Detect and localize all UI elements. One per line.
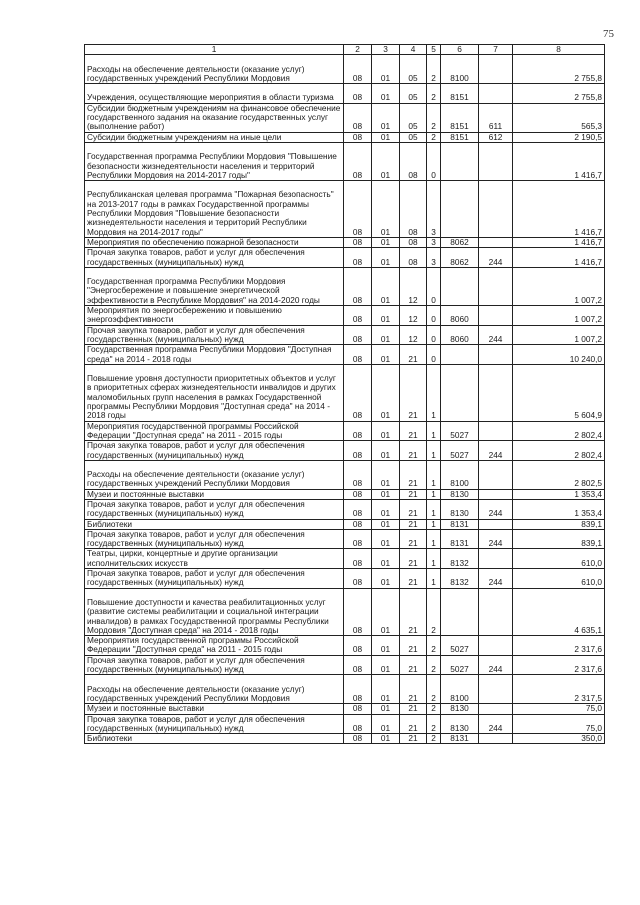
table-row	[85, 675, 605, 704]
row-name-cell: Государственная программа Республики Мордовия "Доступная среда" на 2014 - 2018 годы	[85, 345, 344, 365]
subprogram-code-cell: 0	[427, 267, 441, 305]
table-row	[85, 55, 605, 84]
table-row	[85, 237, 605, 247]
table-row	[85, 704, 605, 714]
direction-code-cell: 8100	[441, 675, 479, 704]
subsection-code-cell: 01	[372, 588, 400, 636]
subsection-code-cell: 01	[372, 103, 400, 132]
table-row	[85, 325, 605, 345]
amount-cell: 2 802,5	[513, 460, 605, 489]
section-code-cell: 08	[344, 588, 372, 636]
row-name-cell: Субсидии бюджетным учреждениям на финансовое обеспечение государственного задания на оказание государственных услуг (выполнение работ)	[85, 103, 344, 132]
header-cell: 3	[372, 45, 400, 55]
subsection-code-cell: 01	[372, 569, 400, 589]
expense-type-cell	[479, 460, 513, 489]
amount-cell: 1 353,4	[513, 489, 605, 499]
row-name-cell: Расходы на обеспечение деятельности (оказание услуг) государственных учреждений Республики Мордовия	[85, 55, 344, 84]
subsection-code-cell: 01	[372, 325, 400, 345]
subprogram-code-cell: 1	[427, 549, 441, 569]
page-number: 75	[603, 28, 614, 40]
amount-cell: 1 416,7	[513, 181, 605, 238]
subprogram-code-cell: 2	[427, 675, 441, 704]
expense-type-cell: 244	[479, 714, 513, 734]
direction-code-cell: 5027	[441, 421, 479, 441]
section-code-cell: 08	[344, 421, 372, 441]
section-code-cell: 08	[344, 267, 372, 305]
program-code-cell: 21	[400, 714, 427, 734]
section-code-cell: 08	[344, 704, 372, 714]
expense-type-cell: 611	[479, 103, 513, 132]
expense-type-cell	[479, 364, 513, 421]
subprogram-code-cell: 1	[427, 364, 441, 421]
amount-cell: 2 802,4	[513, 441, 605, 461]
direction-code-cell: 8132	[441, 569, 479, 589]
expense-type-cell	[479, 55, 513, 84]
program-code-cell: 12	[400, 325, 427, 345]
row-name-cell: Расходы на обеспечение деятельности (оказание услуг) государственных учреждений Республики Мордовия	[85, 460, 344, 489]
expense-type-cell: 244	[479, 569, 513, 589]
table-row	[85, 421, 605, 441]
subprogram-code-cell: 2	[427, 588, 441, 636]
subprogram-code-cell: 2	[427, 704, 441, 714]
subsection-code-cell: 01	[372, 549, 400, 569]
header-cell: 4	[400, 45, 427, 55]
table-row	[85, 364, 605, 421]
program-code-cell: 21	[400, 345, 427, 365]
subsection-code-cell: 01	[372, 655, 400, 675]
expense-type-cell: 244	[479, 655, 513, 675]
table-row	[85, 549, 605, 569]
amount-cell: 75,0	[513, 704, 605, 714]
direction-code-cell: 8151	[441, 132, 479, 142]
amount-cell: 1 007,2	[513, 325, 605, 345]
subsection-code-cell: 01	[372, 248, 400, 268]
direction-code-cell: 8062	[441, 237, 479, 247]
table-row	[85, 306, 605, 326]
table-row	[85, 588, 605, 636]
expense-type-cell	[479, 675, 513, 704]
subprogram-code-cell: 3	[427, 237, 441, 247]
amount-cell: 2 755,8	[513, 55, 605, 84]
header-cell: 6	[441, 45, 479, 55]
section-code-cell: 08	[344, 569, 372, 589]
direction-code-cell: 8132	[441, 549, 479, 569]
subprogram-code-cell: 2	[427, 103, 441, 132]
program-code-cell: 21	[400, 569, 427, 589]
amount-cell: 2 802,4	[513, 421, 605, 441]
program-code-cell: 08	[400, 181, 427, 238]
table-row	[85, 489, 605, 499]
header-cell: 1	[85, 45, 344, 55]
row-name-cell: Расходы на обеспечение деятельности (оказание услуг) государственных учреждений Республики Мордовия	[85, 675, 344, 704]
row-name-cell: Прочая закупка товаров, работ и услуг для обеспечения государственных (муниципальных) нужд	[85, 529, 344, 549]
amount-cell: 4 635,1	[513, 588, 605, 636]
subprogram-code-cell: 1	[427, 519, 441, 529]
amount-cell: 1 353,4	[513, 499, 605, 519]
subsection-code-cell: 01	[372, 704, 400, 714]
table-row	[85, 734, 605, 744]
subsection-code-cell: 01	[372, 499, 400, 519]
section-code-cell: 08	[344, 519, 372, 529]
direction-code-cell: 8062	[441, 248, 479, 268]
subprogram-code-cell: 2	[427, 84, 441, 104]
table-row	[85, 529, 605, 549]
expense-type-cell: 244	[479, 529, 513, 549]
row-name-cell: Театры, цирки, концертные и другие организации исполнительских искусств	[85, 549, 344, 569]
amount-cell: 1 007,2	[513, 267, 605, 305]
section-code-cell: 08	[344, 549, 372, 569]
program-code-cell: 08	[400, 142, 427, 180]
expense-type-cell	[479, 489, 513, 499]
subprogram-code-cell: 1	[427, 441, 441, 461]
subprogram-code-cell: 2	[427, 655, 441, 675]
row-name-cell: Субсидии бюджетным учреждениям на иные цели	[85, 132, 344, 142]
row-name-cell: Библиотеки	[85, 734, 344, 744]
row-name-cell: Государственная программа Республики Мордовия "Повышение безопасности жизнедеятельности населения и территорий Республики Мордовия на 2014-2017 годы"	[85, 142, 344, 180]
section-code-cell: 08	[344, 103, 372, 132]
subsection-code-cell: 01	[372, 529, 400, 549]
program-code-cell: 21	[400, 460, 427, 489]
direction-code-cell: 8151	[441, 103, 479, 132]
header-cell: 2	[344, 45, 372, 55]
table-row	[85, 655, 605, 675]
expense-type-cell	[479, 142, 513, 180]
section-code-cell: 08	[344, 489, 372, 499]
program-code-cell: 21	[400, 499, 427, 519]
direction-code-cell: 8130	[441, 499, 479, 519]
table-body	[85, 55, 605, 744]
subprogram-code-cell: 0	[427, 345, 441, 365]
subprogram-code-cell: 2	[427, 636, 441, 656]
header-row	[85, 45, 605, 55]
table-row	[85, 84, 605, 104]
subprogram-code-cell: 1	[427, 489, 441, 499]
amount-cell: 1 416,7	[513, 142, 605, 180]
direction-code-cell	[441, 588, 479, 636]
header-cell: 8	[513, 45, 605, 55]
section-code-cell: 08	[344, 499, 372, 519]
amount-cell: 1 007,2	[513, 306, 605, 326]
section-code-cell: 08	[344, 364, 372, 421]
section-code-cell: 08	[344, 181, 372, 238]
amount-cell: 5 604,9	[513, 364, 605, 421]
table-row	[85, 569, 605, 589]
subsection-code-cell: 01	[372, 237, 400, 247]
table-row	[85, 267, 605, 305]
section-code-cell: 08	[344, 84, 372, 104]
subprogram-code-cell: 1	[427, 421, 441, 441]
table-row	[85, 519, 605, 529]
subsection-code-cell: 01	[372, 181, 400, 238]
subprogram-code-cell: 0	[427, 306, 441, 326]
subprogram-code-cell: 2	[427, 132, 441, 142]
row-name-cell: Мероприятия по обеспечению пожарной безопасности	[85, 237, 344, 247]
direction-code-cell: 8130	[441, 714, 479, 734]
section-code-cell: 08	[344, 237, 372, 247]
program-code-cell: 21	[400, 549, 427, 569]
direction-code-cell: 8060	[441, 306, 479, 326]
expense-type-cell: 244	[479, 325, 513, 345]
amount-cell: 2 317,6	[513, 655, 605, 675]
direction-code-cell	[441, 181, 479, 238]
subsection-code-cell: 01	[372, 675, 400, 704]
table-row	[85, 499, 605, 519]
expense-type-cell	[479, 267, 513, 305]
subprogram-code-cell: 2	[427, 734, 441, 744]
row-name-cell: Республиканская целевая программа "Пожарная безопасность" на 2013-2017 годы в рамках Государственной программы Республики Мордовия "Повышение безопасности жизнедеятельности населения и территорий Республики Мордовия на 2014-2017 годы"	[85, 181, 344, 238]
row-name-cell: Мероприятия государственной программы Российской Федерации "Доступная среда" на 2011 - 2015 годы	[85, 421, 344, 441]
subprogram-code-cell: 1	[427, 499, 441, 519]
program-code-cell: 12	[400, 306, 427, 326]
row-name-cell: Прочая закупка товаров, работ и услуг для обеспечения государственных (муниципальных) нужд	[85, 248, 344, 268]
direction-code-cell: 8131	[441, 529, 479, 549]
subprogram-code-cell: 2	[427, 714, 441, 734]
expense-type-cell: 612	[479, 132, 513, 142]
section-code-cell: 08	[344, 460, 372, 489]
table-row	[85, 132, 605, 142]
direction-code-cell	[441, 364, 479, 421]
section-code-cell: 08	[344, 306, 372, 326]
section-code-cell: 08	[344, 734, 372, 744]
subprogram-code-cell: 0	[427, 142, 441, 180]
row-name-cell: Учреждения, осуществляющие мероприятия в области туризма	[85, 84, 344, 104]
direction-code-cell: 8100	[441, 460, 479, 489]
subsection-code-cell: 01	[372, 734, 400, 744]
program-code-cell: 21	[400, 588, 427, 636]
program-code-cell: 05	[400, 103, 427, 132]
program-code-cell: 21	[400, 441, 427, 461]
header-cell: 7	[479, 45, 513, 55]
expense-type-cell	[479, 306, 513, 326]
direction-code-cell	[441, 142, 479, 180]
section-code-cell: 08	[344, 345, 372, 365]
section-code-cell: 08	[344, 55, 372, 84]
program-code-cell: 21	[400, 675, 427, 704]
direction-code-cell: 5027	[441, 655, 479, 675]
row-name-cell: Прочая закупка товаров, работ и услуг для обеспечения государственных (муниципальных) нужд	[85, 714, 344, 734]
subprogram-code-cell: 1	[427, 569, 441, 589]
section-code-cell: 08	[344, 714, 372, 734]
subsection-code-cell: 01	[372, 84, 400, 104]
subsection-code-cell: 01	[372, 636, 400, 656]
amount-cell: 2 317,5	[513, 675, 605, 704]
subsection-code-cell: 01	[372, 306, 400, 326]
amount-cell: 610,0	[513, 549, 605, 569]
header-cell: 5	[427, 45, 441, 55]
subprogram-code-cell: 2	[427, 55, 441, 84]
direction-code-cell: 8151	[441, 84, 479, 104]
program-code-cell: 21	[400, 519, 427, 529]
program-code-cell: 21	[400, 704, 427, 714]
section-code-cell: 08	[344, 248, 372, 268]
amount-cell: 565,3	[513, 103, 605, 132]
subsection-code-cell: 01	[372, 142, 400, 180]
table-row	[85, 142, 605, 180]
amount-cell: 839,1	[513, 529, 605, 549]
table-row	[85, 636, 605, 656]
section-code-cell: 08	[344, 441, 372, 461]
row-name-cell: Повышение доступности и качества реабилитационных услуг (развитие системы реабилитации и социальной интеграции инвалидов) в рамках Государственной программы Республики Мордовия "Доступная среда" на 2014 - 2018 годы	[85, 588, 344, 636]
row-name-cell: Прочая закупка товаров, работ и услуг для обеспечения государственных (муниципальных) нужд	[85, 569, 344, 589]
row-name-cell: Музеи и постоянные выставки	[85, 704, 344, 714]
program-code-cell: 21	[400, 364, 427, 421]
expense-type-cell: 244	[479, 441, 513, 461]
expense-type-cell	[479, 636, 513, 656]
expense-type-cell	[479, 734, 513, 744]
program-code-cell: 05	[400, 55, 427, 84]
direction-code-cell: 5027	[441, 441, 479, 461]
budget-table	[84, 44, 605, 744]
subsection-code-cell: 01	[372, 489, 400, 499]
program-code-cell: 08	[400, 237, 427, 247]
program-code-cell: 08	[400, 248, 427, 268]
amount-cell: 2 755,8	[513, 84, 605, 104]
expense-type-cell	[479, 519, 513, 529]
direction-code-cell: 5027	[441, 636, 479, 656]
subprogram-code-cell: 3	[427, 181, 441, 238]
subprogram-code-cell: 1	[427, 460, 441, 489]
direction-code-cell: 8100	[441, 55, 479, 84]
program-code-cell: 21	[400, 655, 427, 675]
section-code-cell: 08	[344, 142, 372, 180]
direction-code-cell: 8130	[441, 704, 479, 714]
amount-cell: 75,0	[513, 714, 605, 734]
expense-type-cell: 244	[479, 248, 513, 268]
program-code-cell: 05	[400, 84, 427, 104]
amount-cell: 839,1	[513, 519, 605, 529]
subsection-code-cell: 01	[372, 519, 400, 529]
table-row	[85, 248, 605, 268]
row-name-cell: Прочая закупка товаров, работ и услуг для обеспечения государственных (муниципальных) нужд	[85, 441, 344, 461]
amount-cell: 10 240,0	[513, 345, 605, 365]
amount-cell: 1 416,7	[513, 248, 605, 268]
amount-cell: 2 190,5	[513, 132, 605, 142]
subsection-code-cell: 01	[372, 441, 400, 461]
amount-cell: 610,0	[513, 569, 605, 589]
section-code-cell: 08	[344, 636, 372, 656]
expense-type-cell: 244	[479, 499, 513, 519]
table-row	[85, 441, 605, 461]
expense-type-cell	[479, 237, 513, 247]
direction-code-cell: 8131	[441, 519, 479, 529]
row-name-cell: Мероприятия государственной программы Российской Федерации "Доступная среда" на 2011 - 2015 годы	[85, 636, 344, 656]
table-row	[85, 103, 605, 132]
row-name-cell: Мероприятия по энергосбережению и повышению энергоэффективности	[85, 306, 344, 326]
section-code-cell: 08	[344, 132, 372, 142]
direction-code-cell: 8131	[441, 734, 479, 744]
direction-code-cell: 8130	[441, 489, 479, 499]
subsection-code-cell: 01	[372, 345, 400, 365]
section-code-cell: 08	[344, 655, 372, 675]
amount-cell: 350,0	[513, 734, 605, 744]
expense-type-cell	[479, 84, 513, 104]
expense-type-cell	[479, 704, 513, 714]
program-code-cell: 21	[400, 421, 427, 441]
subsection-code-cell: 01	[372, 714, 400, 734]
program-code-cell: 05	[400, 132, 427, 142]
row-name-cell: Прочая закупка товаров, работ и услуг для обеспечения государственных (муниципальных) нужд	[85, 499, 344, 519]
subprogram-code-cell: 1	[427, 529, 441, 549]
expense-type-cell	[479, 421, 513, 441]
subsection-code-cell: 01	[372, 132, 400, 142]
expense-type-cell	[479, 345, 513, 365]
subsection-code-cell: 01	[372, 460, 400, 489]
subsection-code-cell: 01	[372, 364, 400, 421]
expense-type-cell	[479, 549, 513, 569]
row-name-cell: Музеи и постоянные выставки	[85, 489, 344, 499]
direction-code-cell: 8060	[441, 325, 479, 345]
program-code-cell: 21	[400, 734, 427, 744]
program-code-cell: 21	[400, 529, 427, 549]
row-name-cell: Повышение уровня доступности приоритетных объектов и услуг в приоритетных сферах жизнедеятельности инвалидов и других маломобильных групп населения в рамках Государственной программы Республики Мордовия "Доступная среда" на 2014 - 2018 годы	[85, 364, 344, 421]
section-code-cell: 08	[344, 325, 372, 345]
table-row	[85, 345, 605, 365]
table-row	[85, 460, 605, 489]
row-name-cell: Государственная программа Республики Мордовия "Энергосбережение и повышение энергетической эффективности в Республике Мордовия" на 2014-2020 годы	[85, 267, 344, 305]
program-code-cell: 21	[400, 636, 427, 656]
amount-cell: 1 416,7	[513, 237, 605, 247]
table-row	[85, 714, 605, 734]
program-code-cell: 12	[400, 267, 427, 305]
subsection-code-cell: 01	[372, 55, 400, 84]
section-code-cell: 08	[344, 529, 372, 549]
expense-type-cell	[479, 588, 513, 636]
row-name-cell: Библиотеки	[85, 519, 344, 529]
direction-code-cell	[441, 345, 479, 365]
section-code-cell: 08	[344, 675, 372, 704]
subsection-code-cell: 01	[372, 267, 400, 305]
table-row	[85, 181, 605, 238]
subprogram-code-cell: 3	[427, 248, 441, 268]
amount-cell: 2 317,6	[513, 636, 605, 656]
expense-type-cell	[479, 181, 513, 238]
row-name-cell: Прочая закупка товаров, работ и услуг для обеспечения государственных (муниципальных) нужд	[85, 655, 344, 675]
row-name-cell: Прочая закупка товаров, работ и услуг для обеспечения государственных (муниципальных) нужд	[85, 325, 344, 345]
direction-code-cell	[441, 267, 479, 305]
subprogram-code-cell: 0	[427, 325, 441, 345]
subsection-code-cell: 01	[372, 421, 400, 441]
program-code-cell: 21	[400, 489, 427, 499]
